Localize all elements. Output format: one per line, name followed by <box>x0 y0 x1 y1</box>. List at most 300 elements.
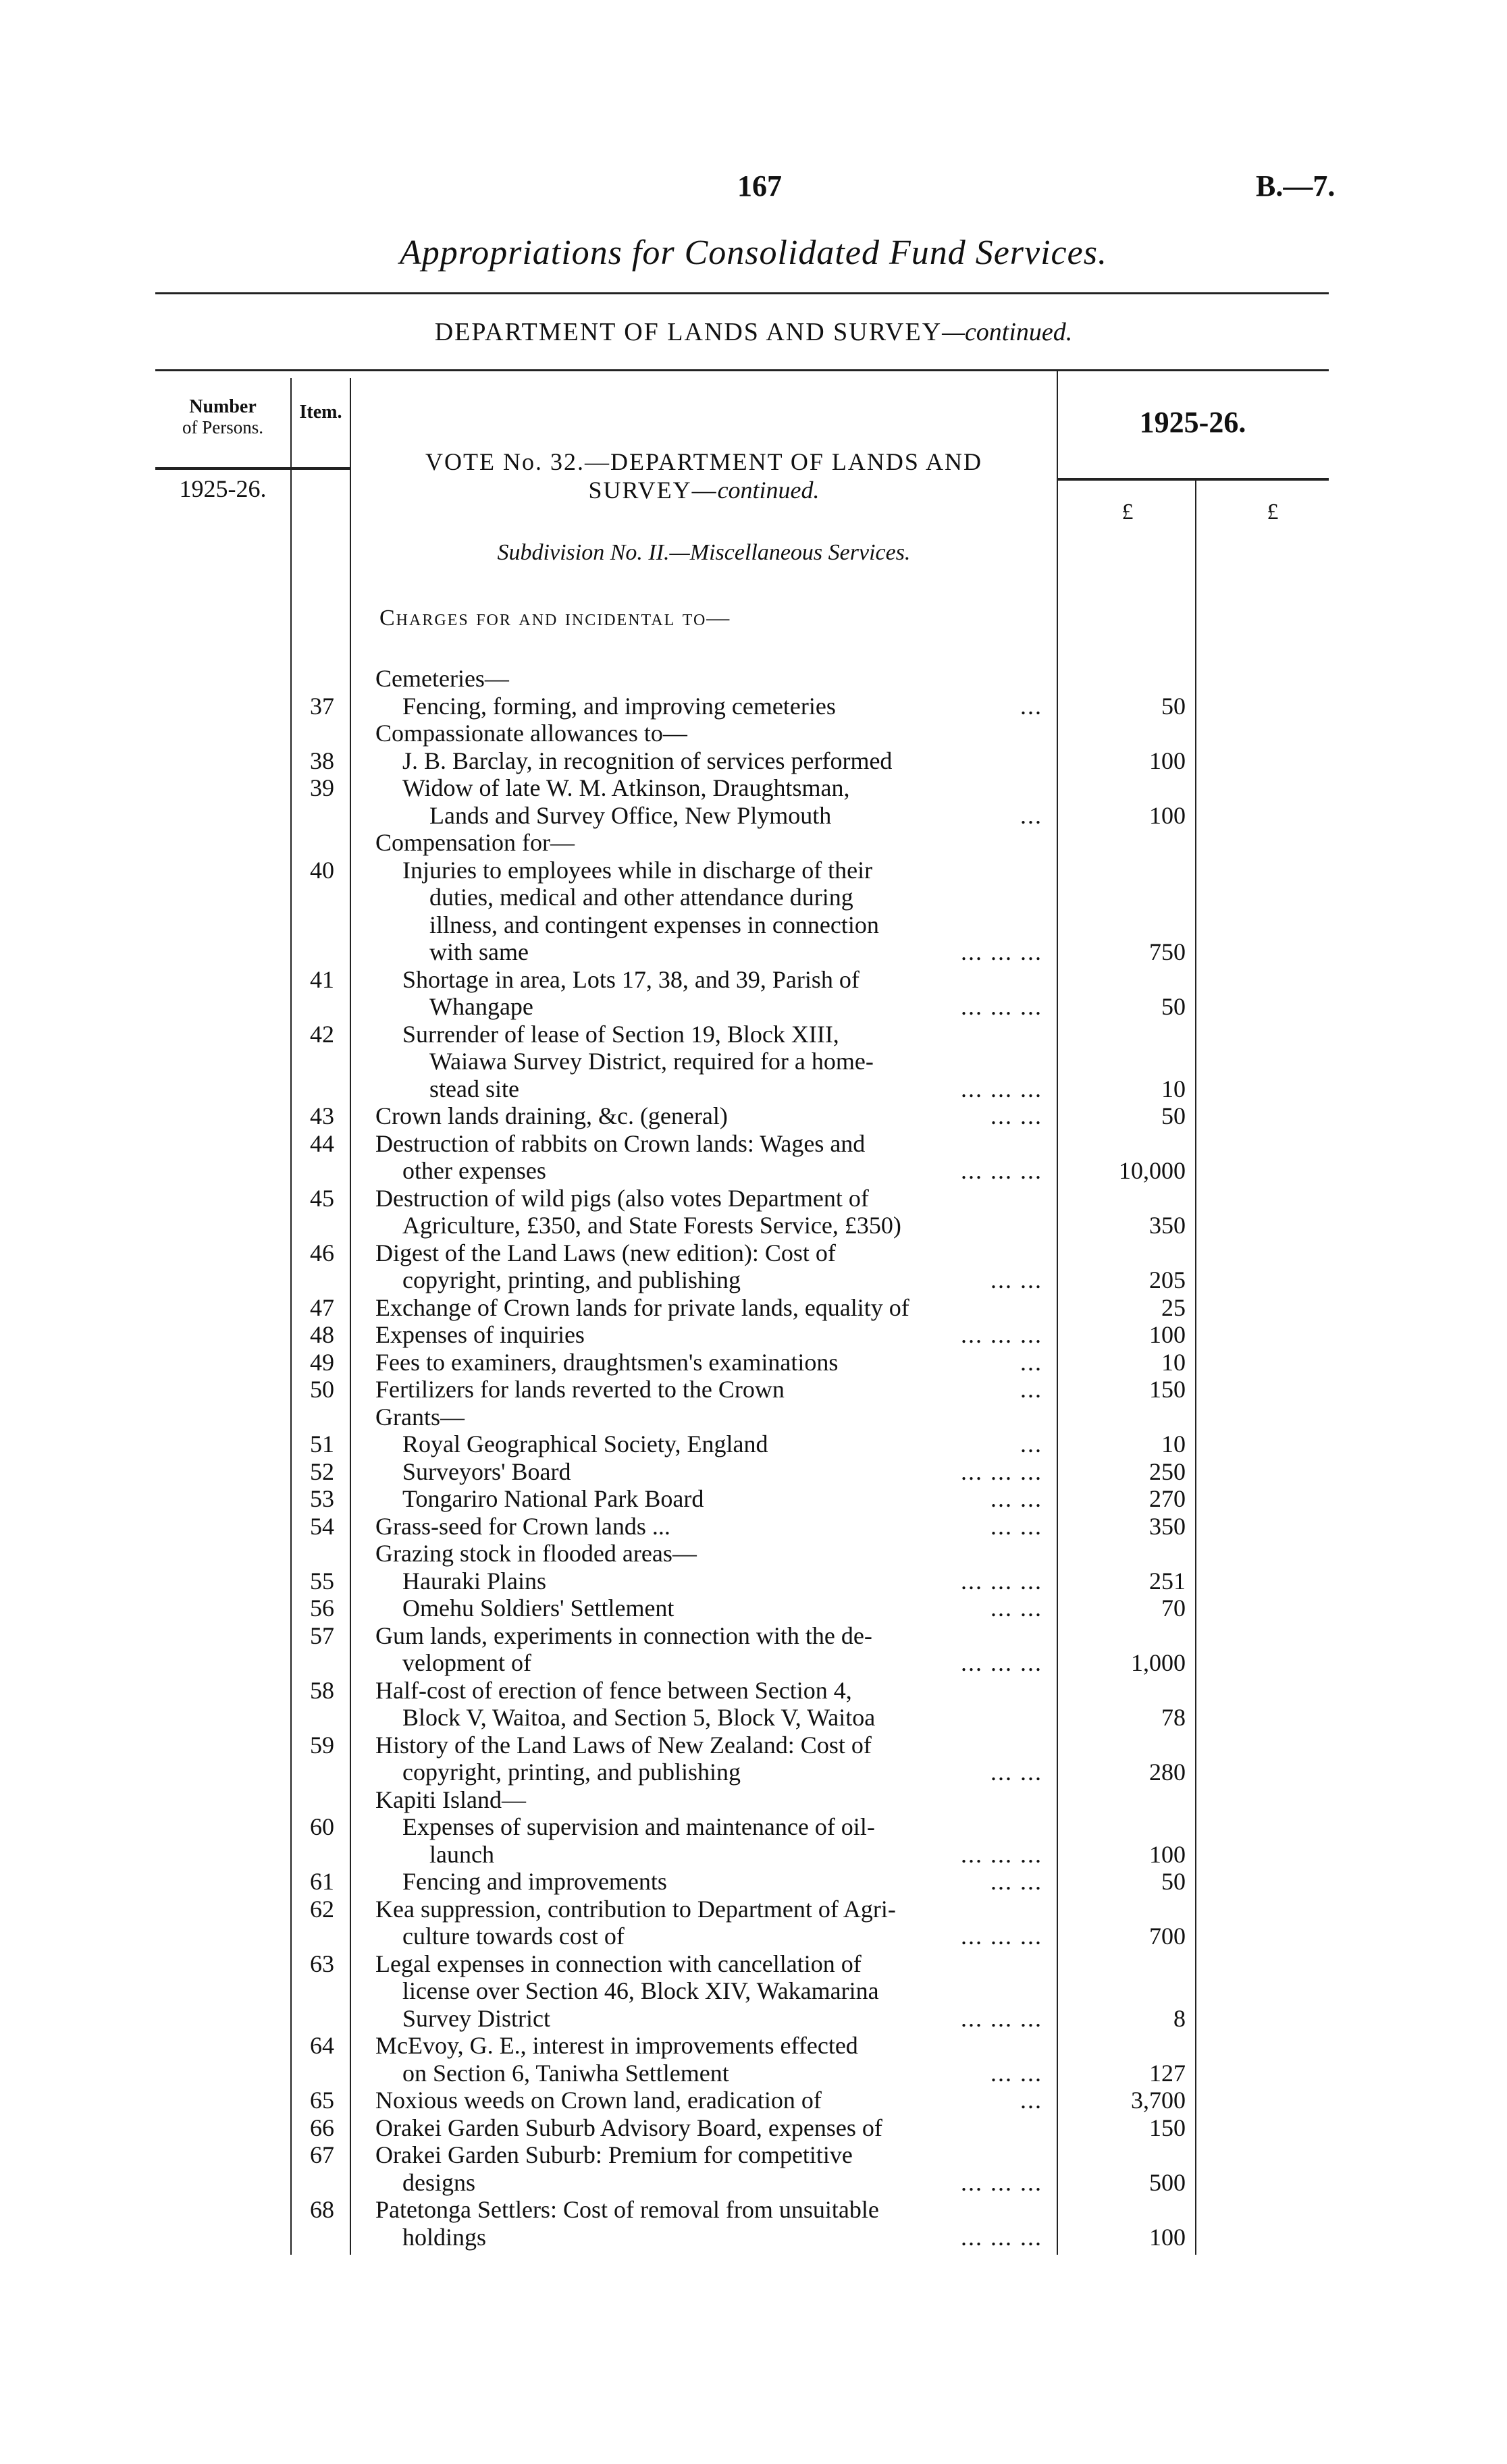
amount <box>1057 1732 1195 1759</box>
number-cell <box>155 774 290 802</box>
number-cell <box>155 1595 290 1622</box>
number-cell <box>155 1430 290 1458</box>
description-cell <box>350 1349 1045 1376</box>
item-number <box>290 1212 350 1239</box>
description-cell <box>350 1048 1045 1075</box>
item-number: 64 <box>310 2032 334 2059</box>
dot-leader <box>853 884 1045 911</box>
description-text: launch <box>429 1840 494 1868</box>
amount: 3,700 <box>1131 2087 1186 2114</box>
description-text: J. B. Barclay, in recognition of services performed <box>402 747 893 774</box>
description-cell <box>350 802 1045 830</box>
dot-leader: ... ... ... <box>961 1923 1042 1950</box>
item-number: 52 <box>310 1457 334 1485</box>
table-row <box>155 2087 1330 2114</box>
description-cell <box>350 1540 1045 1568</box>
number-cell <box>155 2060 290 2087</box>
item-number <box>290 1403 350 1431</box>
item-number <box>290 1704 350 1732</box>
dot-leader <box>575 829 1045 857</box>
dot-leader: ... <box>1020 1348 1042 1376</box>
item-number <box>290 2060 350 2087</box>
amount <box>1057 1622 1195 1650</box>
dot-leader <box>872 1622 1045 1650</box>
amount: 10 <box>1161 1430 1186 1457</box>
item-number <box>290 1048 350 1075</box>
description-cell <box>350 1786 1045 1814</box>
description-text: Widow of late W. M. Atkinson, Draughtsman, <box>402 774 850 801</box>
description-cell <box>350 2087 1045 2114</box>
description-text: Expenses of inquiries <box>375 1321 585 1348</box>
description-text: Hauraki Plains <box>402 1567 546 1595</box>
table-row <box>155 938 1330 966</box>
dot-leader <box>875 1813 1045 1841</box>
number-cell <box>155 1458 290 1486</box>
description-text: Omehu Soldiers' Settlement <box>402 1595 675 1622</box>
item-number: 43 <box>310 1102 334 1129</box>
item-number <box>290 2224 350 2251</box>
amount: 127 <box>1149 2059 1186 2087</box>
description-text: Surrender of lease of Section 19, Block XIII, <box>402 1020 839 1048</box>
dot-leader: ... ... <box>990 1102 1042 1129</box>
table-row <box>155 1950 1330 1978</box>
vote-line-2-text: SURVEY— <box>588 477 718 504</box>
amount: 1,000 <box>1131 1649 1186 1676</box>
description-text: other expenses <box>402 1157 546 1184</box>
amount <box>1057 2196 1195 2224</box>
amount <box>1057 1813 1195 1841</box>
description-cell <box>350 2114 1045 2142</box>
number-cell <box>155 1021 290 1048</box>
amount: 270 <box>1149 1485 1186 1512</box>
dot-leader <box>862 1950 1045 1978</box>
description-text: Fencing, forming, and improving cemeteries <box>402 692 836 720</box>
description-cell <box>350 938 1045 966</box>
number-cell <box>155 1349 290 1376</box>
item-number: 56 <box>310 1595 334 1622</box>
table-row <box>155 1540 1330 1568</box>
item-number: 58 <box>310 1676 334 1704</box>
dot-leader: ... ... ... <box>961 1321 1042 1348</box>
description-cell <box>350 1622 1045 1650</box>
amount <box>1057 720 1195 747</box>
item-number: 42 <box>310 1020 334 1048</box>
amount: 10 <box>1161 1075 1186 1102</box>
item-number <box>290 1923 350 1950</box>
dot-leader: ... ... <box>990 1512 1042 1540</box>
dot-leader: ... <box>1020 1430 1042 1457</box>
vote-line-2-italic: continued. <box>717 477 820 504</box>
item-number: 40 <box>310 856 334 884</box>
dot-leader: ... ... ... <box>961 1840 1042 1868</box>
description-text: Tongariro National Park Board <box>402 1485 704 1512</box>
description-cell <box>350 1704 1045 1732</box>
dot-leader <box>509 665 1045 693</box>
number-cell <box>155 1622 290 1650</box>
header-year: 1925-26. <box>1139 406 1246 439</box>
table-row <box>155 1813 1330 1841</box>
table-row <box>155 966 1330 994</box>
description-text: Shortage in area, Lots 17, 38, and 39, Parish of <box>402 965 860 993</box>
amount <box>1057 1239 1195 1267</box>
number-cell <box>155 1759 290 1786</box>
amount: 100 <box>1149 1840 1186 1868</box>
item-number <box>290 720 350 747</box>
table-row <box>155 1732 1330 1759</box>
description-text: Gum lands, experiments in connection with the de- <box>375 1622 872 1649</box>
table-row <box>155 1485 1330 1513</box>
table-row <box>155 1266 1330 1294</box>
table-row <box>155 1649 1330 1677</box>
description-text: Noxious weeds on Crown land, eradication of <box>375 2087 822 2114</box>
dot-leader: ... ... ... <box>961 993 1042 1020</box>
charges-heading: Charges for and incidental to— <box>379 606 731 631</box>
amount <box>1057 1021 1195 1048</box>
description-cell <box>350 1021 1045 1048</box>
dot-leader: ... ... <box>990 1266 1042 1293</box>
dot-leader: ... ... <box>990 2059 1042 2087</box>
description-cell <box>350 2141 1045 2169</box>
description-cell <box>350 1294 1045 1322</box>
table-row <box>155 993 1330 1021</box>
subdivision-heading: Subdivision No. II.—Miscellaneous Services. <box>497 540 911 565</box>
description-text: Grants— <box>375 1403 465 1430</box>
dot-leader: ... ... <box>990 1595 1042 1622</box>
amount: 100 <box>1149 1321 1186 1348</box>
item-number: 54 <box>310 1512 334 1540</box>
number-cell <box>155 1950 290 1978</box>
number-cell <box>155 802 290 830</box>
table-row <box>155 1977 1330 2005</box>
item-number <box>290 1540 350 1568</box>
table-row <box>155 720 1330 747</box>
dot-leader <box>874 1048 1045 1075</box>
dot-leader <box>687 720 1045 747</box>
number-cell <box>155 857 290 884</box>
item-number: 39 <box>310 774 334 801</box>
description-cell <box>350 911 1045 939</box>
number-cell <box>155 1841 290 1869</box>
table-row <box>155 1239 1330 1267</box>
description-cell <box>350 2032 1045 2060</box>
dot-leader <box>852 1677 1045 1705</box>
description-cell <box>350 1813 1045 1841</box>
description-cell <box>350 857 1045 884</box>
item-number <box>290 884 350 911</box>
description-cell <box>350 1923 1045 1950</box>
number-cell <box>155 747 290 775</box>
table-row <box>155 1157 1330 1185</box>
amount <box>1057 911 1195 939</box>
amount: 150 <box>1149 2114 1186 2141</box>
dot-leader <box>879 911 1045 939</box>
amount <box>1057 2032 1195 2060</box>
dot-leader <box>839 1021 1045 1048</box>
number-cell <box>155 1294 290 1322</box>
vote-line-1: VOTE No. 32.—DEPARTMENT OF LANDS AND <box>425 448 982 475</box>
description-text: Survey District <box>402 2004 550 2032</box>
table-row <box>155 802 1330 830</box>
table-row <box>155 2196 1330 2224</box>
dot-leader <box>697 1540 1045 1568</box>
item-number <box>290 1266 350 1294</box>
description-text: Surveyors' Board <box>402 1457 571 1485</box>
table-row <box>155 1513 1330 1541</box>
table-row <box>155 911 1330 939</box>
amount <box>1057 1403 1195 1431</box>
dot-leader <box>879 2196 1045 2224</box>
currency-right: £ <box>1267 500 1279 525</box>
number-cell <box>155 1321 290 1349</box>
description-cell <box>350 1321 1045 1349</box>
number-cell <box>155 2196 290 2224</box>
amount <box>1057 1896 1195 1923</box>
description-text: Digest of the Land Laws (new edition): Cost of <box>375 1239 836 1266</box>
description-cell <box>350 1485 1045 1513</box>
number-cell <box>155 1896 290 1923</box>
department-heading <box>0 317 1507 347</box>
dot-leader <box>869 1185 1045 1212</box>
department-name: DEPARTMENT OF LANDS AND SURVEY <box>434 318 943 346</box>
description-cell <box>350 2224 1045 2251</box>
table-row <box>155 1349 1330 1376</box>
item-number <box>290 1759 350 1786</box>
table-row <box>155 857 1330 884</box>
item-number <box>290 911 350 939</box>
table-row <box>155 1130 1330 1158</box>
description-cell <box>350 774 1045 802</box>
description-text: velopment of <box>402 1649 531 1676</box>
amount: 205 <box>1149 1266 1186 1293</box>
dot-leader <box>850 774 1045 802</box>
number-cell <box>155 1376 290 1403</box>
description-cell <box>350 2169 1045 2197</box>
dot-leader <box>892 747 1045 775</box>
number-cell <box>155 966 290 994</box>
number-cell <box>155 1568 290 1595</box>
number-cell <box>155 1540 290 1568</box>
amount: 78 <box>1161 1704 1186 1731</box>
table-row <box>155 747 1330 775</box>
number-cell <box>155 1102 290 1130</box>
dot-leader: ... <box>1020 1376 1042 1403</box>
item-number <box>290 1075 350 1103</box>
item-number: 59 <box>310 1731 334 1759</box>
description-cell <box>350 1185 1045 1212</box>
table-top-rule <box>155 369 1329 371</box>
description-text: Grass-seed for Crown lands ... <box>375 1512 670 1540</box>
description-text: Kapiti Island— <box>375 1786 526 1813</box>
table-row <box>155 1677 1330 1705</box>
description-cell <box>350 1759 1045 1786</box>
amount: 25 <box>1161 1293 1186 1321</box>
number-cell <box>155 1732 290 1759</box>
description-cell <box>350 1458 1045 1486</box>
table-row <box>155 2060 1330 2087</box>
description-text: Expenses of supervision and maintenance of oil- <box>402 1813 875 1840</box>
table-row <box>155 1841 1330 1869</box>
table-row <box>155 774 1330 802</box>
dot-leader: ... <box>1020 2087 1042 2114</box>
item-number <box>290 1786 350 1814</box>
description-cell <box>350 1212 1045 1239</box>
item-number <box>290 2169 350 2197</box>
table-row <box>155 2005 1330 2033</box>
title-rule <box>155 292 1329 294</box>
description-text: license over Section 46, Block XIV, Wakamarina <box>402 1977 879 2004</box>
number-cell <box>155 1868 290 1896</box>
description-text: Waiawa Survey District, required for a home- <box>429 1048 874 1075</box>
amount: 100 <box>1149 2223 1186 2251</box>
table-row <box>155 1923 1330 1950</box>
amount <box>1057 1677 1195 1705</box>
dot-leader <box>875 1704 1045 1732</box>
number-cell <box>155 911 290 939</box>
page-number: 167 <box>737 169 782 203</box>
description-text: holdings <box>402 2223 487 2251</box>
table-row <box>155 665 1330 693</box>
table-row <box>155 1430 1330 1458</box>
description-text: with same <box>429 938 529 965</box>
dot-leader: ... ... ... <box>961 1649 1042 1676</box>
item-number: 57 <box>310 1622 334 1649</box>
description-cell <box>350 1677 1045 1705</box>
item-number: 38 <box>310 747 334 774</box>
dot-leader <box>865 1130 1045 1158</box>
number-cell <box>155 1075 290 1103</box>
number-cell <box>155 2224 290 2251</box>
description-text: Fees to examiners, draughtsmen's examinations <box>375 1348 839 1376</box>
description-cell <box>350 693 1045 720</box>
description-cell <box>350 829 1045 857</box>
item-number: 60 <box>310 1813 334 1840</box>
description-cell <box>350 1896 1045 1923</box>
description-text: Orakei Garden Suburb Advisory Board, expenses of <box>375 2114 882 2141</box>
table-row <box>155 2114 1330 2142</box>
amount <box>1057 1950 1195 1978</box>
number-cell <box>155 1048 290 1075</box>
description-cell <box>350 2196 1045 2224</box>
currency-left: £ <box>1121 500 1134 525</box>
table-row <box>155 1868 1330 1896</box>
amount: 50 <box>1161 993 1186 1020</box>
description-cell <box>350 1732 1045 1759</box>
header-number-label: Number <box>189 396 257 417</box>
description-cell <box>350 966 1045 994</box>
description-cell <box>350 884 1045 911</box>
description-cell <box>350 1075 1045 1103</box>
item-number: 66 <box>310 2114 334 2141</box>
number-cell <box>155 2141 290 2169</box>
number-cell <box>155 1239 290 1267</box>
description-cell <box>350 1868 1045 1896</box>
item-number: 46 <box>310 1239 334 1266</box>
number-cell <box>155 1485 290 1513</box>
table-row <box>155 2224 1330 2251</box>
description-cell <box>350 665 1045 693</box>
dot-leader <box>882 2114 1045 2142</box>
number-cell <box>155 1403 290 1431</box>
description-text: Fencing and improvements <box>402 1868 667 1895</box>
amount: 10,000 <box>1119 1157 1186 1184</box>
item-number <box>290 665 350 693</box>
table-row <box>155 1048 1330 1075</box>
description-text: duties, medical and other attendance during <box>429 884 853 911</box>
description-text: Crown lands draining, &c. (general) <box>375 1102 728 1129</box>
amount: 251 <box>1149 1567 1186 1595</box>
description-cell <box>350 1841 1045 1869</box>
table-row <box>155 1403 1330 1431</box>
description-text: Destruction of wild pigs (also votes Department of <box>375 1184 869 1212</box>
description-text: Fertilizers for lands reverted to the Crown <box>375 1376 785 1403</box>
table-row <box>155 2032 1330 2060</box>
dot-leader <box>872 857 1045 884</box>
description-text: Cemeteries— <box>375 665 509 692</box>
amount: 250 <box>1149 1457 1186 1485</box>
amount <box>1057 774 1195 802</box>
number-cell <box>155 1185 290 1212</box>
dot-leader: ... ... <box>990 1485 1042 1512</box>
description-cell <box>350 1266 1045 1294</box>
table-row <box>155 1294 1330 1322</box>
description-cell <box>350 1430 1045 1458</box>
number-cell <box>155 1786 290 1814</box>
table-row <box>155 1759 1330 1786</box>
number-cell <box>155 2032 290 2060</box>
item-number <box>290 1841 350 1869</box>
item-number: 49 <box>310 1348 334 1376</box>
dot-leader <box>836 1239 1045 1267</box>
description-cell <box>350 1403 1045 1431</box>
description-cell <box>350 1950 1045 1978</box>
description-cell <box>350 993 1045 1021</box>
item-number: 61 <box>310 1868 334 1895</box>
appropriation-lines <box>155 665 1330 2251</box>
item-number: 44 <box>310 1129 334 1157</box>
description-text: Injuries to employees while in discharge of their <box>402 856 873 884</box>
table-row <box>155 1102 1330 1130</box>
dot-leader <box>879 1977 1045 2005</box>
item-number: 41 <box>310 965 334 993</box>
table-row <box>155 2141 1330 2169</box>
amount <box>1057 829 1195 857</box>
dot-leader: ... ... ... <box>961 938 1042 965</box>
amount <box>1057 884 1195 911</box>
description-cell <box>350 1239 1045 1267</box>
dot-leader <box>909 1294 1045 1322</box>
number-cell <box>155 1813 290 1841</box>
number-cell <box>155 693 290 720</box>
description-text: History of the Land Laws of New Zealand: Cost of <box>375 1731 872 1759</box>
amount: 280 <box>1149 1759 1186 1786</box>
description-text: Royal Geographical Society, England <box>402 1430 768 1457</box>
description-cell <box>350 1649 1045 1677</box>
table-row <box>155 1376 1330 1403</box>
number-cell <box>155 1212 290 1239</box>
item-number: 51 <box>310 1430 334 1457</box>
header-item: Item. <box>299 402 342 423</box>
table-row <box>155 1622 1330 1650</box>
dot-leader: ... ... ... <box>961 2004 1042 2032</box>
description-text: copyright, printing, and publishing <box>402 1759 741 1786</box>
number-cell <box>155 720 290 747</box>
number-cell <box>155 665 290 693</box>
amount <box>1057 857 1195 884</box>
department-suffix: —continued. <box>942 318 1073 346</box>
item-number: 53 <box>310 1485 334 1512</box>
description-cell <box>350 1130 1045 1158</box>
amount: 50 <box>1161 1868 1186 1895</box>
